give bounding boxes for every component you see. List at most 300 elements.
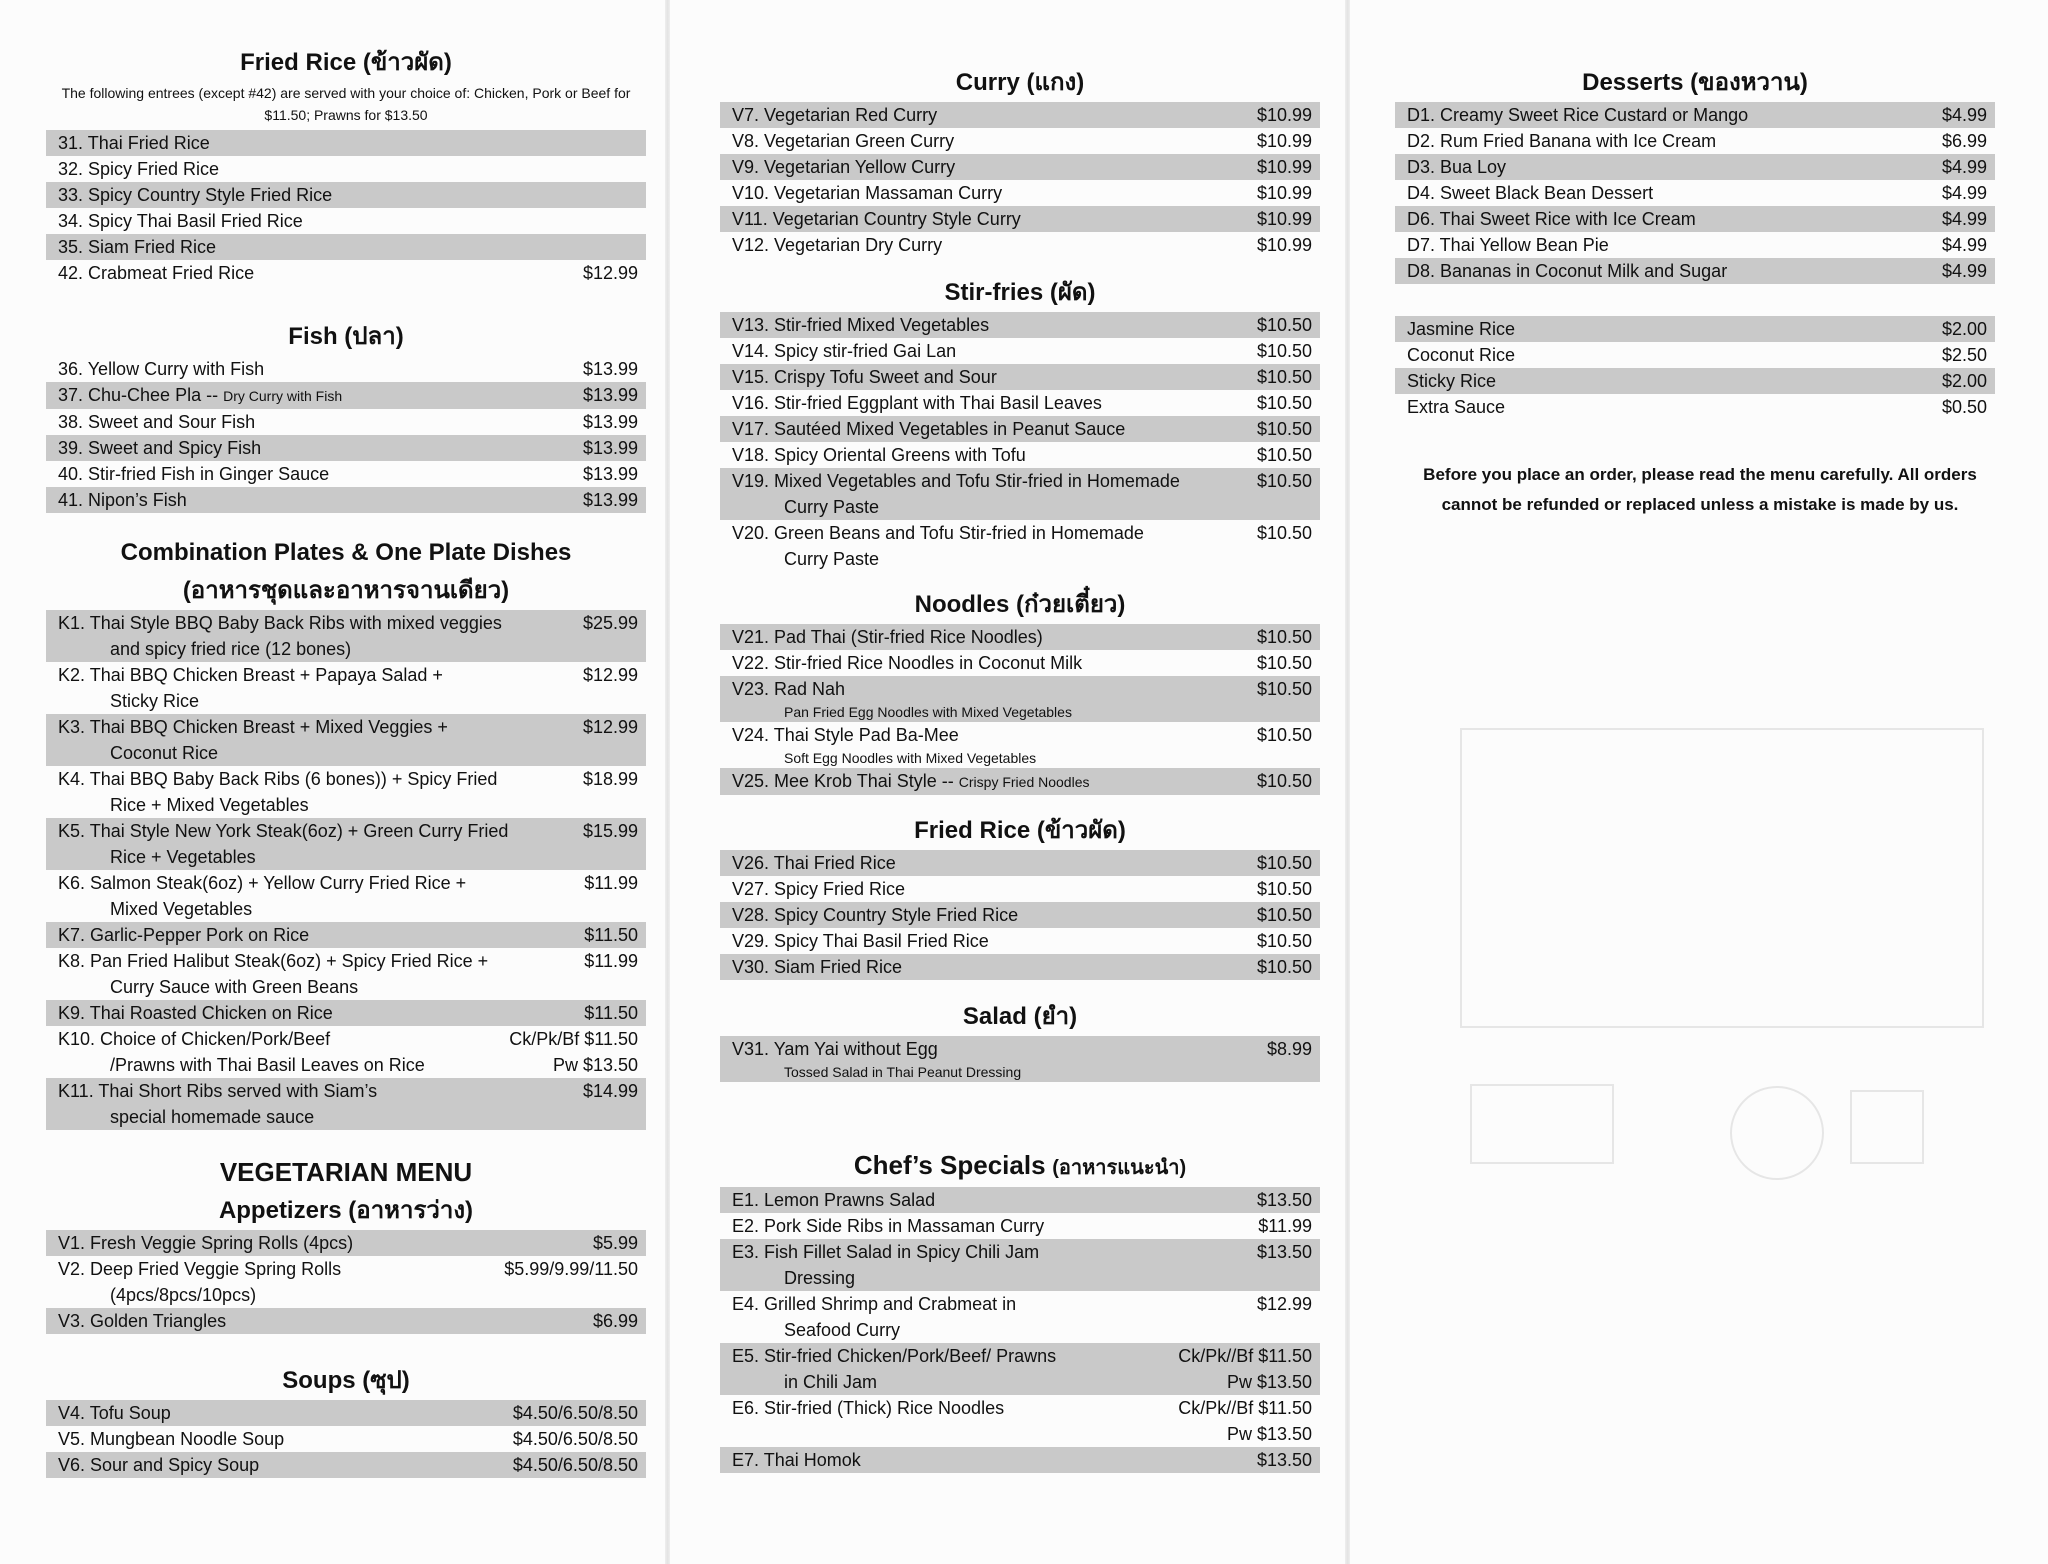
menu-item-text [732, 768, 1247, 795]
menu-item-name: 39. Sweet and Spicy Fish [58, 438, 262, 458]
menu-item-price [583, 662, 638, 688]
menu-item-text [58, 818, 573, 870]
show-through-hours-table [1460, 728, 1984, 1028]
menu-item-price [583, 356, 638, 382]
menu-item-price [583, 382, 638, 408]
menu-item [1395, 258, 1995, 284]
menu-item-name: V11. Vegetarian Country Style Curry [732, 209, 1021, 229]
price-value: $10.50 [1256, 957, 1312, 977]
menu-item-name: 33. Spicy Country Style Fried Rice [58, 185, 333, 205]
menu-item [46, 409, 646, 435]
price-value: $11.50 [584, 1003, 638, 1023]
price-value: $2.00 [1941, 319, 1987, 339]
menu-item-name: Sticky Rice [1407, 371, 1497, 391]
menu-item-text [1407, 154, 1932, 180]
menu-item-name-continued: Curry Sauce with Green Beans [110, 977, 359, 997]
menu-item [720, 416, 1320, 442]
menu-item-text [1407, 102, 1932, 128]
menu-item-name: V10. Vegetarian Massaman Curry [732, 183, 1003, 203]
menu-item-text [732, 1291, 1247, 1343]
menu-item-price [1942, 232, 1987, 258]
price-value: $10.99 [1256, 209, 1312, 229]
price-value: $5.99 [592, 1233, 638, 1253]
menu-item-name: D2. Rum Fried Banana with Ice Cream [1407, 131, 1717, 151]
menu-item-text [1407, 368, 1932, 394]
menu-item [46, 1026, 646, 1078]
price-value-prawns: Pw $13.50 [1226, 1372, 1312, 1392]
price-value: $12.99 [582, 717, 638, 737]
menu-item [720, 442, 1320, 468]
section-title-thai: (อาหารชุดและอาหารจานเดียว) [182, 577, 510, 604]
menu-item-name: V24. Thai Style Pad Ba-Mee [732, 725, 959, 745]
menu-item-text [732, 520, 1247, 572]
price-value: $10.50 [1256, 653, 1312, 673]
menu-item-text [732, 876, 1247, 902]
menu-item-text [58, 1256, 494, 1308]
menu-item-name: Coconut Rice [1407, 345, 1516, 365]
menu-item-name: V26. Thai Fried Rice [732, 853, 896, 873]
section-title: Combination Plates & One Plate Dishes [120, 539, 572, 566]
price-value: $4.50/6.50/8.50 [512, 1455, 638, 1475]
menu-item-name: 38. Sweet and Sour Fish [58, 412, 256, 432]
menu-item-text [732, 850, 1247, 876]
price-value: $4.99 [1941, 209, 1987, 229]
price-value: $2.00 [1941, 371, 1987, 391]
menu-item-price [583, 260, 638, 286]
menu-item-text [1407, 258, 1932, 284]
section-noodles [720, 590, 1320, 795]
menu-item-text [58, 382, 573, 409]
price-value: $4.99 [1941, 183, 1987, 203]
price-value: $4.99 [1941, 157, 1987, 177]
menu-item-text [732, 468, 1247, 520]
menu-item-text [732, 416, 1247, 442]
menu-item-price [1257, 676, 1312, 702]
price-value: $10.50 [1256, 725, 1312, 745]
menu-item-text [732, 954, 1247, 980]
menu-item [46, 1400, 646, 1426]
menu-item-name: E1. Lemon Prawns Salad [732, 1190, 936, 1210]
price-value: $10.50 [1256, 879, 1312, 899]
menu-item-text [58, 1308, 583, 1334]
menu-item-name: V20. Green Beans and Tofu Stir-fried in Homemade [732, 523, 1144, 543]
menu-item [720, 650, 1320, 676]
menu-item-text [58, 1230, 583, 1256]
section-title: Salad (ยำ) [962, 1003, 1078, 1030]
menu-item-price [509, 1026, 638, 1078]
menu-item-price [1257, 954, 1312, 980]
show-through-logo [1850, 1090, 1924, 1164]
section-soups [46, 1366, 646, 1478]
price-value: $10.50 [1256, 367, 1312, 387]
section-fried-rice-veg [720, 816, 1320, 980]
menu-item-price [1942, 154, 1987, 180]
price-value: $10.50 [1256, 445, 1312, 465]
price-value: $13.50 [1256, 1190, 1312, 1210]
menu-item-name: E4. Grilled Shrimp and Crabmeat in [732, 1294, 1017, 1314]
menu-item-name: 34. Spicy Thai Basil Fried Rice [58, 211, 303, 231]
menu-item-name-continued: Rice + Vegetables [110, 847, 256, 867]
menu-item [46, 487, 646, 513]
menu-item-name: V2. Deep Fried Veggie Spring Rolls [58, 1259, 342, 1279]
menu-item-name: 36. Yellow Curry with Fish [58, 359, 265, 379]
menu-item-name: D3. Bua Loy [1407, 157, 1507, 177]
price-value: $12.99 [1256, 1294, 1312, 1314]
menu-item [46, 610, 646, 662]
menu-item [720, 1291, 1320, 1343]
menu-item-price [1257, 1239, 1312, 1265]
menu-item-price [1257, 624, 1312, 650]
menu-item-subtitle: Crispy Fried Noodles [958, 774, 1090, 790]
menu-item [720, 468, 1320, 520]
menu-item-name: 42. Crabmeat Fried Rice [58, 263, 255, 283]
menu-item-price [1942, 258, 1987, 284]
menu-item [720, 1187, 1320, 1213]
menu-item-name-continued: in Chili Jam [784, 1372, 878, 1392]
menu-item [46, 1000, 646, 1026]
section-chefs-specials [720, 1150, 1320, 1473]
menu-item [46, 234, 646, 260]
menu-item-name: K3. Thai BBQ Chicken Breast + Mixed Veggies + [58, 717, 448, 737]
menu-item [720, 390, 1320, 416]
section-title: Fried Rice (ข้าวผัด) [240, 49, 452, 76]
menu-item-text [58, 1000, 574, 1026]
menu-item-text [732, 650, 1247, 676]
menu-item-price [584, 922, 638, 948]
menu-item-name: V4. Tofu Soup [58, 1403, 171, 1423]
menu-item [1395, 154, 1995, 180]
menu-item-text [58, 182, 628, 208]
menu-item-text [58, 922, 574, 948]
menu-item-name: K4. Thai BBQ Baby Back Ribs (6 bones)) + Spicy Fried [58, 769, 498, 789]
price-value: $4.99 [1941, 105, 1987, 125]
menu-item-price [1942, 342, 1987, 368]
menu-item-price [1257, 722, 1312, 748]
menu-item-text [58, 234, 628, 260]
menu-item-text [58, 1400, 503, 1426]
price-value: $11.99 [1258, 1216, 1312, 1236]
price-value: $10.99 [1256, 157, 1312, 177]
menu-item [720, 338, 1320, 364]
menu-item [1395, 316, 1995, 342]
menu-item-price [1257, 154, 1312, 180]
price-value: $4.99 [1941, 261, 1987, 281]
menu-item-text [58, 435, 573, 461]
menu-item-price [1257, 1447, 1312, 1473]
menu-item [46, 182, 646, 208]
menu-item-price [1257, 768, 1312, 794]
price-value: $12.99 [582, 263, 638, 283]
menu-item [720, 312, 1320, 338]
menu-item-text [732, 902, 1247, 928]
menu-item-name: V23. Rad Nah [732, 679, 846, 699]
menu-item-price [1942, 180, 1987, 206]
menu-item [720, 154, 1320, 180]
price-value: $13.99 [582, 438, 638, 458]
menu-item-text [1407, 394, 1932, 420]
section-stirfries [720, 278, 1320, 572]
menu-item-price [583, 487, 638, 513]
menu-item [46, 1256, 646, 1308]
menu-item-price [1257, 338, 1312, 364]
menu-item-name: K1. Thai Style BBQ Baby Back Ribs with mixed veggies [58, 613, 502, 633]
menu-item-text [732, 312, 1247, 338]
section-title: Fish (ปลา) [288, 323, 404, 350]
menu-item-name: V27. Spicy Fried Rice [732, 879, 906, 899]
price-value: $10.99 [1256, 235, 1312, 255]
price-value: $11.99 [584, 873, 638, 893]
menu-item-text [58, 1026, 499, 1078]
price-value: $6.99 [1941, 131, 1987, 151]
menu-item-text [58, 208, 628, 234]
section-title: Noodles (ก๋วยเตี๋ยว) [914, 591, 1126, 618]
menu-item-text [58, 156, 628, 182]
menu-item-text [1407, 342, 1932, 368]
menu-item [720, 520, 1320, 572]
menu-item-name: D8. Bananas in Coconut Milk and Sugar [1407, 261, 1728, 281]
menu-item-price [1257, 180, 1312, 206]
price-value: $10.50 [1256, 341, 1312, 361]
menu-item-name: 41. Nipon’s Fish [58, 490, 187, 510]
menu-item-description: Tossed Salad in Thai Peanut Dressing [784, 1064, 1022, 1080]
menu-item [46, 1078, 646, 1130]
menu-item-price [1257, 442, 1312, 468]
menu-item-text [732, 154, 1247, 180]
price-value: Ck/Pk/Bf $11.50 [509, 1029, 638, 1049]
menu-item-text [58, 1426, 503, 1452]
menu-item [1395, 180, 1995, 206]
price-value: $18.99 [582, 769, 638, 789]
menu-item-price [1257, 102, 1312, 128]
menu-item-price [593, 1230, 638, 1256]
menu-item-text [732, 442, 1247, 468]
section-title: Appetizers (อาหารว่าง) [218, 1197, 474, 1224]
menu-item-text [732, 676, 1247, 722]
menu-item-name-continued: Seafood Curry [784, 1320, 901, 1340]
menu-item [46, 766, 646, 818]
menu-item-name-continued: and spicy fried rice (12 bones) [110, 639, 352, 659]
menu-item-name: K5. Thai Style New York Steak(6oz) + Green Curry Fried [58, 821, 509, 841]
menu-item-name: D6. Thai Sweet Rice with Ice Cream [1407, 209, 1696, 229]
menu-item-price [583, 766, 638, 792]
menu-item-name: V12. Vegetarian Dry Curry [732, 235, 943, 255]
menu-item-name: V15. Crispy Tofu Sweet and Sour [732, 367, 997, 387]
menu-item-text [58, 356, 573, 382]
price-value: $12.99 [582, 665, 638, 685]
menu-item-name: 32. Spicy Fried Rice [58, 159, 220, 179]
menu-item [46, 1230, 646, 1256]
menu-item-price [583, 714, 638, 740]
menu-item [46, 1308, 646, 1334]
section-fish [46, 322, 646, 513]
menu-item-text [732, 1343, 1168, 1395]
price-value: $10.50 [1256, 679, 1312, 699]
menu-item [46, 818, 646, 870]
menu-item-name: V13. Stir-fried Mixed Vegetables [732, 315, 990, 335]
menu-item [46, 208, 646, 234]
menu-item [46, 461, 646, 487]
menu-item-name: 37. Chu-Chee Pla -- [58, 385, 219, 405]
menu-item-price [1257, 364, 1312, 390]
price-value: $10.50 [1256, 419, 1312, 439]
show-through-card-logo [1470, 1084, 1614, 1164]
menu-item-text [58, 766, 573, 818]
price-value: $13.99 [582, 464, 638, 484]
menu-item [720, 722, 1320, 768]
menu-item-text [58, 1452, 503, 1478]
menu-item-name: 31. Thai Fried Rice [58, 133, 210, 153]
section-sides [1395, 312, 1995, 420]
menu-item-text [1407, 316, 1932, 342]
section-desserts [1395, 68, 1995, 284]
menu-item-text [58, 948, 574, 1000]
menu-item-name: V6. Sour and Spicy Soup [58, 1455, 260, 1475]
menu-item-text [58, 461, 573, 487]
menu-item-name: V29. Spicy Thai Basil Fried Rice [732, 931, 989, 951]
menu-item [1395, 232, 1995, 258]
menu-item-name: V7. Vegetarian Red Curry [732, 105, 938, 125]
menu-item-price [1942, 368, 1987, 394]
menu-item [720, 768, 1320, 795]
menu-item [720, 624, 1320, 650]
price-value: $25.99 [582, 613, 638, 633]
menu-item-price [583, 409, 638, 435]
menu-item-name: V30. Siam Fried Rice [732, 957, 903, 977]
menu-item-name: V22. Stir-fried Rice Noodles in Coconut Milk [732, 653, 1083, 673]
menu-item-price [593, 1308, 638, 1334]
menu-item-name-continued: Sticky Rice [110, 691, 200, 711]
menu-item [46, 435, 646, 461]
menu-item [720, 1343, 1320, 1395]
price-value: $10.50 [1256, 471, 1312, 491]
section-curry [720, 68, 1320, 258]
menu-item [1395, 102, 1995, 128]
price-value: $13.99 [582, 359, 638, 379]
section-title-en: Chef’s Specials [853, 1150, 1046, 1180]
menu-item-name: 35. Siam Fried Rice [58, 237, 217, 257]
section-title: Desserts (ของหวาน) [1582, 69, 1808, 96]
menu-item-name-continued: special homemade sauce [110, 1107, 315, 1127]
menu-item-text [58, 870, 574, 922]
menu-item [720, 128, 1320, 154]
price-value: $10.50 [1256, 853, 1312, 873]
menu-item-name: D7. Thai Yellow Bean Pie [1407, 235, 1609, 255]
menu-item-name-continued: Curry Paste [784, 497, 880, 517]
menu-item-name: K2. Thai BBQ Chicken Breast + Papaya Salad + [58, 665, 443, 685]
section-note: The following entrees (except #42) are served with your choice of: Chicken, Pork or Beef for $11.50; Prawns for $13.50 [61, 85, 631, 123]
price-value: $10.50 [1256, 771, 1312, 791]
price-value-prawns: Pw $13.50 [552, 1055, 638, 1075]
price-value: $10.99 [1256, 105, 1312, 125]
menu-item [720, 954, 1320, 980]
menu-item-text [58, 130, 628, 156]
menu-item-price [583, 435, 638, 461]
menu-item-price [1257, 520, 1312, 546]
price-value: $10.99 [1256, 183, 1312, 203]
menu-panel-left [0, 0, 665, 1564]
menu-item-price [1257, 312, 1312, 338]
show-through-seal [1730, 1086, 1824, 1180]
menu-item-price [584, 948, 638, 974]
section-fried-rice [46, 48, 646, 286]
menu-item-text [732, 1447, 1247, 1473]
price-value: $10.50 [1256, 905, 1312, 925]
price-value: $15.99 [582, 821, 638, 841]
menu-item [720, 850, 1320, 876]
menu-item-price [583, 1078, 638, 1104]
menu-item [46, 662, 646, 714]
menu-item-price [583, 818, 638, 844]
menu-item [720, 180, 1320, 206]
menu-item-name: 40. Stir-fried Fish in Ginger Sauce [58, 464, 330, 484]
menu-item [720, 102, 1320, 128]
price-value: $13.50 [1256, 1242, 1312, 1262]
menu-item-price [1257, 850, 1312, 876]
menu-item-price [1178, 1395, 1312, 1447]
section-title: Stir-fries (ผัด) [944, 279, 1096, 306]
menu-item-name: V19. Mixed Vegetables and Tofu Stir-fried in Homemade [732, 471, 1180, 491]
menu-item-price [1257, 390, 1312, 416]
vegetarian-menu-title: VEGETARIAN MENU [219, 1157, 473, 1187]
menu-item-text [58, 1078, 573, 1130]
menu-item-name: V17. Sautéed Mixed Vegetables in Peanut Sauce [732, 419, 1126, 439]
menu-item-price [1257, 232, 1312, 258]
menu-item-name-continued: (4pcs/8pcs/10pcs) [110, 1285, 257, 1305]
menu-item [720, 928, 1320, 954]
menu-item [46, 714, 646, 766]
menu-item-price [1257, 128, 1312, 154]
menu-item-name: K11. Thai Short Ribs served with Siam’s [58, 1081, 378, 1101]
menu-item [720, 876, 1320, 902]
menu-item-name: V3. Golden Triangles [58, 1311, 227, 1331]
menu-item-name: K6. Salmon Steak(6oz) + Yellow Curry Fried Rice + [58, 873, 467, 893]
menu-item [720, 232, 1320, 258]
section-title: Curry (แกง) [955, 69, 1085, 96]
price-value: $13.99 [582, 412, 638, 432]
menu-item-text [732, 722, 1247, 768]
menu-item [46, 130, 646, 156]
menu-item-price [1257, 468, 1312, 494]
menu-item-name: V25. Mee Krob Thai Style -- [732, 771, 954, 791]
menu-item-name-continued: Dressing [784, 1268, 856, 1288]
menu-item-price [1942, 102, 1987, 128]
menu-item [46, 382, 646, 409]
menu-item-name-continued: Curry Paste [784, 549, 880, 569]
menu-item-price [1178, 1343, 1312, 1395]
price-value: $5.99/9.99/11.50 [504, 1259, 638, 1279]
menu-item-name-continued: /Prawns with Thai Basil Leaves on Rice [110, 1055, 425, 1075]
menu-item [1395, 368, 1995, 394]
menu-item [1395, 394, 1995, 420]
menu-item [1395, 342, 1995, 368]
price-value: $13.99 [582, 385, 638, 405]
menu-item-text [58, 260, 573, 286]
menu-item [720, 1036, 1320, 1082]
menu-item [46, 870, 646, 922]
menu-item-name: V8. Vegetarian Green Curry [732, 131, 955, 151]
menu-item-text [732, 1187, 1247, 1213]
menu-item-text [732, 102, 1247, 128]
menu-item-price [513, 1452, 638, 1478]
menu-item-text [732, 206, 1247, 232]
section-title [720, 1150, 1320, 1183]
menu-item-text [732, 232, 1247, 258]
menu-item-name: V28. Spicy Country Style Fried Rice [732, 905, 1019, 925]
menu-item-price [1257, 206, 1312, 232]
menu-item-text [732, 624, 1247, 650]
menu-item-name: V16. Stir-fried Eggplant with Thai Basil Leaves [732, 393, 1102, 413]
menu-item-name: K7. Garlic-Pepper Pork on Rice [58, 925, 310, 945]
